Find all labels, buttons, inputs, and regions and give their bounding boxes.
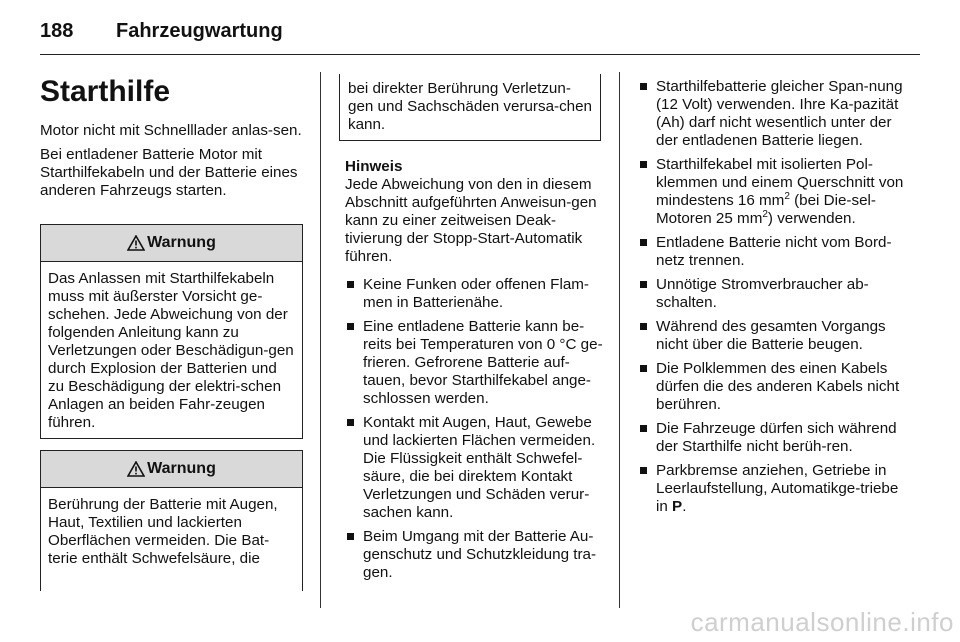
list-item: Parkbremse anziehen, Getriebe in Leerlaufstellung, Automatikge-triebe in P. bbox=[638, 462, 904, 516]
jumpstart-paragraph: Bei entladener Batterie Motor mit Starthilfekabeln und der Batterie eines anderen Fahrzeugs starten. bbox=[40, 146, 298, 199]
column-divider-left bbox=[320, 72, 321, 608]
list-item: Entladene Batterie nicht vom Bord-netz trennen. bbox=[638, 234, 904, 270]
warning-triangle-icon bbox=[127, 235, 145, 251]
page-number: 188 bbox=[40, 20, 74, 42]
warning-box-continued: bei direkter Berührung Verletzun-gen und Sachschäden verursa-chen kann. bbox=[339, 74, 601, 141]
list-item: Beim Umgang mit der Batterie Au-genschutz und Schutzkleidung tra-gen. bbox=[345, 528, 603, 582]
intro-paragraph: Motor nicht mit Schnelllader anlas-sen. bbox=[40, 122, 302, 139]
column-2 bbox=[345, 158, 603, 588]
page-header bbox=[40, 14, 920, 54]
list-item: Starthilfebatterie gleicher Span-nung (12 Volt) verwenden. Ihre Ka-pazität (Ah) darf nicht wesentlich unter der der entladenen Batterie liegen. bbox=[638, 78, 904, 150]
warning-triangle-icon bbox=[127, 461, 145, 477]
list-item: Starthilfekabel mit isolierten Pol-klemmen und einem Querschnitt von mindestens 16 $mm^2$ (bei Die-sel-Motoren 25 $mm^2$) verwenden. bbox=[638, 156, 904, 228]
list-item: Eine entladene Batterie kann be-reits bei Temperaturen von 0 °C ge-frieren. Gefrorene Batterie auf-tauen, bevor Starthilfekabel ange-schlossen werden. bbox=[345, 318, 603, 408]
list-item: Während des gesamten Vorgangs nicht über die Batterie beugen. bbox=[638, 318, 904, 354]
warning-box-1-text: Das Anlassen mit Starthilfekabeln muss mit äußerster Vorsicht ge-schehen. Jede Abweichung von der folgenden Anleitung kann zu Verletzungen oder Beschädigun-gen durch Explosion der Batterien und zu Beschädigung der elektri-schen Anlagen an beiden Fahr-zeugen führen. bbox=[48, 270, 294, 431]
note-label: Hinweis bbox=[345, 158, 403, 175]
note-text: Jede Abweichung von den in diesem Abschnitt aufgeführten Anweisun-gen kann zu einer zeitweisen Deak-tivierung der Stopp-Start-Automatik führen. bbox=[345, 176, 597, 265]
watermark: carmanualsonline.info bbox=[690, 607, 954, 637]
warning-box-2-title: Warnung bbox=[147, 460, 216, 477]
procedure-list bbox=[638, 78, 904, 516]
section-title: Starthilfe bbox=[40, 75, 171, 108]
header-rule bbox=[40, 54, 920, 55]
page-title: Fahrzeugwartung bbox=[116, 20, 283, 42]
list-item: Keine Funken oder offenen Flam-men in Batterienähe. bbox=[345, 276, 603, 312]
list-item: Unnötige Stromverbraucher ab-schalten. bbox=[638, 276, 904, 312]
warning-box-1-header bbox=[41, 225, 302, 262]
list-item: Kontakt mit Augen, Haut, Gewebe und lackierten Flächen vermeiden. Die Flüssigkeit enthält Schwefel-säure, die bei direktem Kontakt Verletzungen und Schäden verur-sachen kann. bbox=[345, 414, 603, 522]
warning-box-2 bbox=[40, 450, 303, 591]
warning-box-2-header bbox=[41, 451, 302, 488]
warning-box-2-text: Berührung der Batterie mit Augen, Haut, Textilien und lackierten Oberflächen vermeiden. Die Bat-terie enthält Schwefelsäure, die bbox=[48, 496, 278, 567]
list-item: Die Fahrzeuge dürfen sich während der Starthilfe nicht berüh-ren. bbox=[638, 420, 904, 456]
warning-box-1-title: Warnung bbox=[147, 234, 216, 251]
column-3 bbox=[638, 78, 904, 522]
column-divider-right bbox=[619, 72, 620, 608]
warning-box-1 bbox=[40, 224, 303, 439]
column-1 bbox=[40, 74, 302, 206]
list-item: Die Polklemmen des einen Kabels dürfen die des anderen Kabels nicht berühren. bbox=[638, 360, 904, 414]
safety-list bbox=[345, 276, 603, 582]
